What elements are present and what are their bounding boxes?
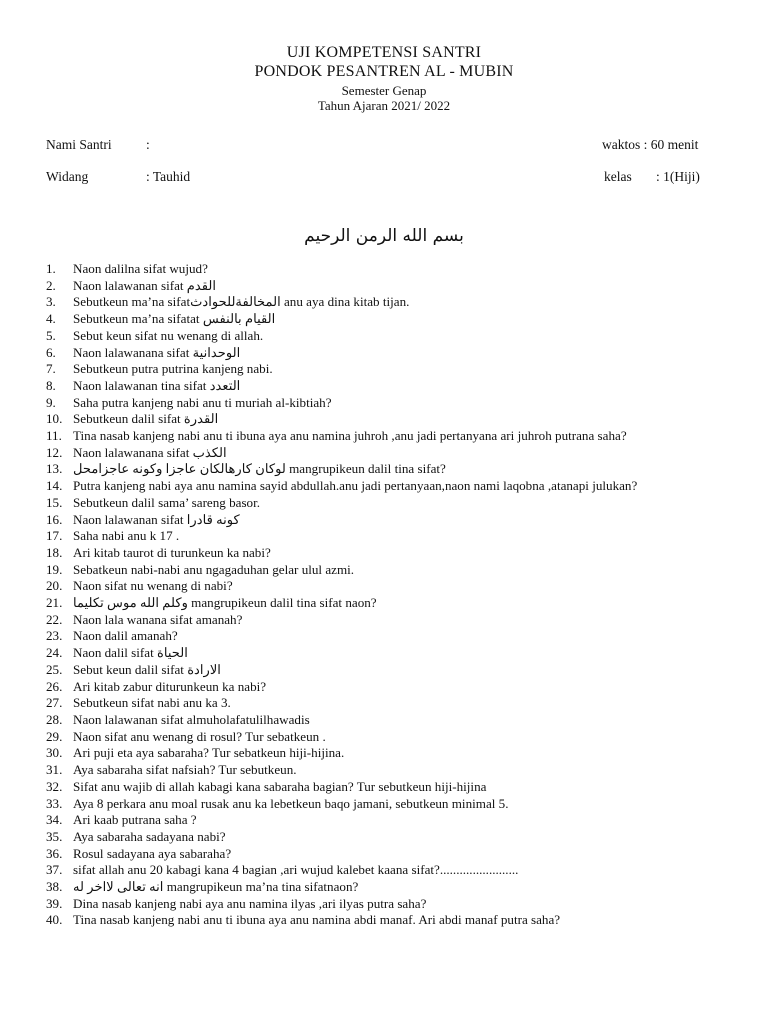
question-number: 3. <box>46 294 56 310</box>
question-text: Sebutkeun ma’na sifatالمخالفةللحوادث anu aya dina kitab tijan. <box>73 294 410 310</box>
question-text: لوكان كارهالكان عاجزا وكونه عاجزامحل mangrupikeun dalil tina sifat? <box>73 461 446 477</box>
question-number: 16. <box>46 511 63 527</box>
question-number: 10. <box>46 411 63 427</box>
question-number: 31. <box>46 762 63 778</box>
question-item <box>46 261 722 278</box>
question-text: Naon sifat nu wenang di nabi? <box>73 578 233 594</box>
question-number: 30. <box>46 745 63 761</box>
question-number: 25. <box>46 661 63 677</box>
question-text: Sebutkeun dalil sama’ sareng basor. <box>73 494 261 510</box>
question-number: 8. <box>46 377 56 393</box>
question-text: Ari kaab putrana saha ? <box>73 812 197 828</box>
question-item <box>46 879 722 896</box>
question-number: 33. <box>46 795 63 811</box>
question-number: 19. <box>46 561 63 577</box>
bismillah-heading: بسم الله الرمن الرحيم <box>304 226 464 246</box>
question-item <box>46 645 722 662</box>
question-number: 15. <box>46 494 63 510</box>
question-item <box>46 862 722 879</box>
question-item <box>46 478 722 495</box>
question-text: Sebut keun sifat nu wenang di allah. <box>73 327 264 343</box>
question-number: 26. <box>46 678 63 694</box>
question-item <box>46 846 722 863</box>
question-item <box>46 294 722 311</box>
question-text: Dina nasab kanjeng nabi aya anu namina ilyas ,ari ilyas putra saha? <box>73 895 427 911</box>
question-item <box>46 779 722 796</box>
question-number: 2. <box>46 277 56 293</box>
question-number: 21. <box>46 595 63 611</box>
question-item <box>46 729 722 746</box>
question-item <box>46 512 722 529</box>
subject-value: : Tauhid <box>146 169 191 184</box>
question-text: Naon sifat anu wenang di rosul? Tur sebatkeun . <box>73 728 326 744</box>
question-text: Aya sabaraha sadayana nabi? <box>73 828 226 844</box>
question-item <box>46 428 722 445</box>
school-name: PONDOK PESANTREN AL - MUBIN <box>254 63 514 80</box>
question-item <box>46 395 722 412</box>
question-item <box>46 345 722 362</box>
question-number: 1. <box>46 261 56 276</box>
question-number: 4. <box>46 311 56 327</box>
student-name-label: Nami Santri <box>46 137 112 152</box>
subject-label: Widang <box>46 169 89 184</box>
question-text: Naon lalawanana sifat الكذب <box>73 444 227 460</box>
question-item <box>46 278 722 295</box>
question-item <box>46 829 722 846</box>
question-text: Naon dalilna sifat wujud? <box>73 261 208 276</box>
question-number: 27. <box>46 695 63 711</box>
question-text: Ari kitab taurot di turunkeun ka nabi? <box>73 544 271 560</box>
question-number: 18. <box>46 544 63 560</box>
question-text: Naon dalil sifat الحياة <box>73 645 188 661</box>
question-number: 35. <box>46 828 63 844</box>
question-number: 24. <box>46 645 63 661</box>
question-item <box>46 896 722 913</box>
question-number: 34. <box>46 812 63 828</box>
question-item <box>46 712 722 729</box>
question-item <box>46 595 722 612</box>
question-text: Naon lalawanan sifat القدم <box>73 277 217 293</box>
question-number: 13. <box>46 461 63 477</box>
question-item <box>46 745 722 762</box>
semester-label: Semester Genap <box>341 83 427 98</box>
question-text: Naon lalawanan sifat كونه قادرا <box>73 511 240 527</box>
question-item <box>46 378 722 395</box>
time-allotted: waktos : 60 menit <box>602 137 699 152</box>
question-text: Ari puji eta aya sabaraha? Tur sebatkeun hiji-hijina. <box>73 745 345 761</box>
question-number: 17. <box>46 528 63 544</box>
question-number: 6. <box>46 344 56 360</box>
question-text: وكلم الله موس تكليما mangrupikeun dalil tina sifat naon? <box>73 595 377 611</box>
question-text: sifat allah anu 20 kabagi kana 4 bagian ,ari wujud kalebet kaana sifat?........................ <box>73 862 519 878</box>
question-number: 14. <box>46 478 63 494</box>
question-text: Naon lalawanana sifat الوحدانية <box>73 344 241 360</box>
question-text: انه تعالى لااخر له mangrupikeun ma’na tina sifatnaon? <box>73 879 359 895</box>
question-text: Sebutkeun sifat nabi anu ka 3. <box>73 695 231 711</box>
question-item <box>46 411 722 428</box>
question-number: 20. <box>46 578 63 594</box>
question-item <box>46 495 722 512</box>
question-item <box>46 796 722 813</box>
question-text: Putra kanjeng nabi aya anu namina sayid abdullah.anu jadi pertanyaan,naon nami laqobna ,atanapi julukan? <box>73 478 638 494</box>
question-item <box>46 912 722 929</box>
class-label: kelas <box>604 169 632 184</box>
question-item <box>46 328 722 345</box>
question-item <box>46 445 722 462</box>
question-item <box>46 812 722 829</box>
question-list <box>46 261 722 929</box>
question-item <box>46 311 722 328</box>
question-text: Naon lalawanan sifat almuholafatulilhawadis <box>73 711 310 727</box>
question-item <box>46 361 722 378</box>
question-item <box>46 545 722 562</box>
question-text: Aya 8 perkara anu moal rusak anu ka lebetkeun baqo jamani, sebutkeun minimal 5. <box>73 795 509 811</box>
question-item <box>46 762 722 779</box>
question-text: Sebutkeun putra putrina kanjeng nabi. <box>73 361 273 377</box>
student-name-separator: : <box>146 137 150 152</box>
question-number: 36. <box>46 845 63 861</box>
question-text: Ari kitab zabur diturunkeun ka nabi? <box>73 678 267 694</box>
exam-title: UJI KOMPETENSI SANTRI <box>286 44 482 61</box>
question-number: 7. <box>46 361 56 377</box>
question-number: 32. <box>46 778 63 794</box>
question-item <box>46 695 722 712</box>
question-text: Rosul sadayana aya sabaraha? <box>73 845 232 861</box>
question-item <box>46 628 722 645</box>
question-number: 28. <box>46 711 63 727</box>
question-item <box>46 562 722 579</box>
question-item <box>46 662 722 679</box>
question-item <box>46 461 722 478</box>
question-text: Sebut keun dalil sifat الارادة <box>73 661 221 677</box>
question-text: Sebatkeun nabi-nabi anu ngagaduhan gelar ulul azmi. <box>73 561 355 577</box>
question-item <box>46 528 722 545</box>
question-number: 12. <box>46 444 63 460</box>
question-number: 5. <box>46 327 56 343</box>
question-number: 11. <box>46 428 62 444</box>
class-value: : 1(Hiji) <box>656 169 700 184</box>
question-number: 37. <box>46 862 63 878</box>
question-text: Tina nasab kanjeng nabi anu ti ibuna aya anu namina juhroh ,anu jadi pertanyana ari juhroh putrana saha? <box>73 428 627 444</box>
question-number: 39. <box>46 895 63 911</box>
question-text: Naon dalil amanah? <box>73 628 178 644</box>
question-text: Sebutkeun dalil sifat القدرة <box>73 411 219 427</box>
question-item <box>46 578 722 595</box>
question-text: Sebutkeun ma’na sifatat القيام بالنفس <box>73 311 276 327</box>
question-text: Saha putra kanjeng nabi anu ti muriah al-kibtiah? <box>73 394 332 410</box>
document-header <box>0 43 768 113</box>
question-text: Sifat anu wajib di allah kabagi kana sabaraha bagian? Tur sebutkeun hiji-hijina <box>73 778 487 794</box>
question-number: 23. <box>46 628 63 644</box>
question-text: Aya sabaraha sifat nafsiah? Tur sebutkeun. <box>73 762 297 778</box>
question-text: Saha nabi anu k 17 . <box>73 528 180 544</box>
question-text: Naon lalawanan tina sifat التعدد <box>73 377 241 393</box>
question-number: 40. <box>46 912 63 928</box>
question-item <box>46 612 722 629</box>
academic-year: Tahun Ajaran 2021/ 2022 <box>317 98 451 113</box>
question-number: 22. <box>46 611 63 627</box>
question-number: 38. <box>46 879 63 895</box>
question-item <box>46 679 722 696</box>
question-text: Tina nasab kanjeng nabi anu ti ibuna aya anu namina abdi manaf. Ari abdi manaf putra saha? <box>73 912 561 928</box>
question-number: 29. <box>46 728 63 744</box>
question-text: Naon lala wanana sifat amanah? <box>73 611 243 627</box>
question-number: 9. <box>46 394 56 410</box>
